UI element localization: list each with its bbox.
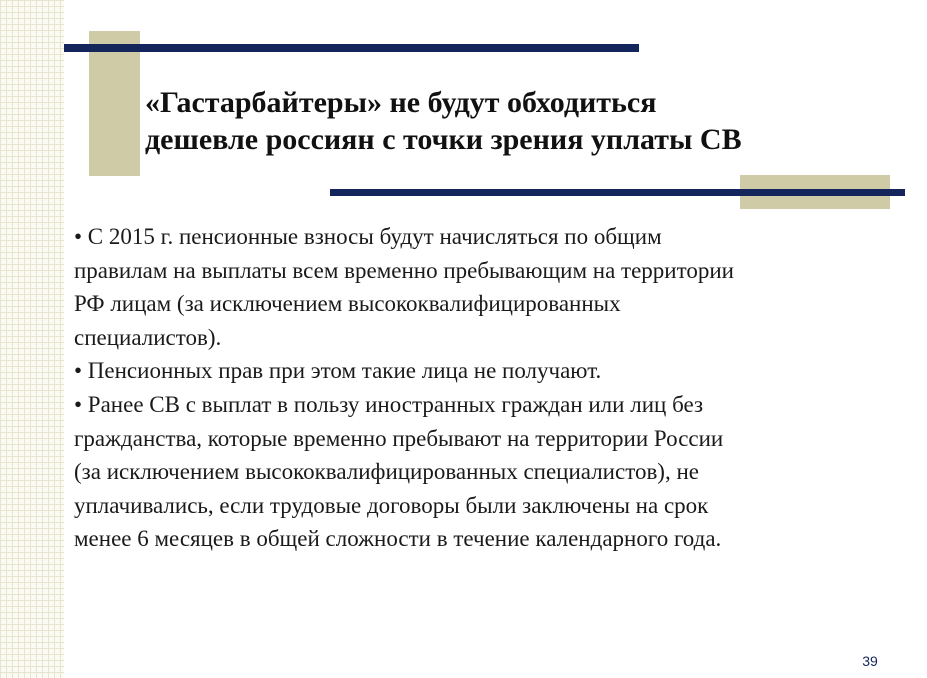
slide-title-line-2: дешевле россиян с точки зрения уплаты СВ: [145, 123, 742, 156]
slide-title-line-1: «Гастарбайтеры» не будут обходиться: [145, 86, 657, 119]
decorative-square-left: [89, 31, 140, 176]
page-number: 39: [862, 653, 878, 669]
body-line: менее 6 месяцев в общей сложности в течение календарного года.: [74, 526, 722, 552]
body-line: уплачивались, если трудовые договоры были заключены на срок: [74, 492, 709, 518]
body-line: • Пенсионных прав при этом такие лица не получают.: [74, 358, 602, 384]
body-line: правилам на выплаты всем временно пребывающим на территории: [74, 257, 734, 283]
slide-body: [74, 220, 894, 556]
body-line: (за исключением высококвалифицированных специалистов), не: [74, 459, 699, 485]
body-line: РФ лицам (за исключением высококвалифицированных: [74, 291, 621, 317]
body-line: гражданства, которые временно пребывают на территории России: [74, 425, 724, 451]
body-line: специалистов).: [74, 324, 222, 350]
body-line: • Ранее СВ с выплат в пользу иностранных граждан или лиц без: [74, 391, 704, 417]
top-accent-bar: [64, 44, 639, 52]
bottom-accent-bar: [330, 189, 905, 196]
slide-title: [145, 84, 885, 158]
left-background-pattern: [0, 0, 64, 678]
body-line: • С 2015 г. пенсионные взносы будут начисляться по общим: [74, 224, 662, 249]
